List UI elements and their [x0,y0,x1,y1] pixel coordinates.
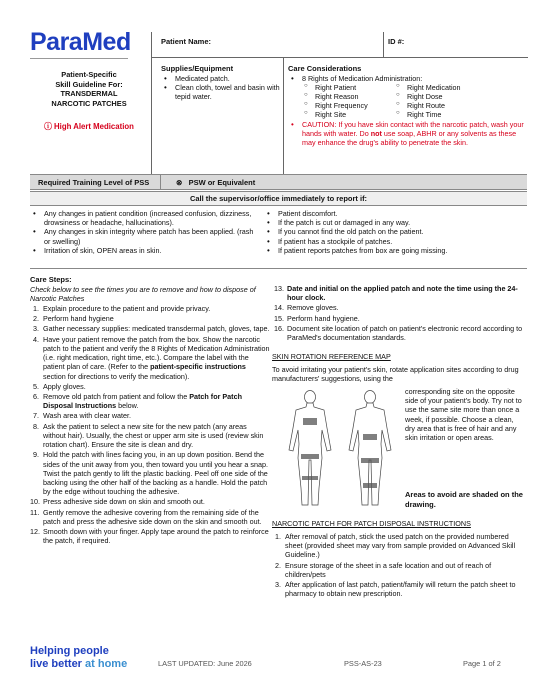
tagline-line-2 [30,658,127,671]
step-6-bold: Patch for Patch Disposal Instructions [43,392,242,411]
step-text: Ask the patient to select a new site for the new patch (any areas without hair). Usually, the chest or upper arm site is used (review skin rotation chart). Ensure the site is clean and dry. [43,421,264,450]
right-item: ○ Right Reason [302,92,394,101]
report-item: • Any changes in skin integrity where patch has been applied. (rash or swelling) [30,227,260,245]
step-item: 4. Have your patient remove the patch from the box. Show the narcotic patch to the patient and verify the 8 Rights of Medication Administration (i.e. right medication, right time, etc.). Compare the label with the patient plan of care. (Refer to the patient-specific instructions section for directions to verify the medication). [33,334,270,381]
care-steps-right [274,284,527,343]
step-item: 1. Explain procedure to the patient and provide privacy. [30,304,270,313]
caution-text-b: use soap, ABHR or any solvents as these may enhance the drug's ability to penetrate the skin. [302,128,517,148]
paramed-logo [30,30,131,55]
rights-columns [302,83,524,120]
step-item: 12. Smooth down with your finger. Apply tape around the patch to reinforce the patch, if required. [30,527,269,546]
report-list-right [264,209,526,255]
rights-col-1 [302,83,394,120]
step-text: Perform hand hygiene. [287,313,360,323]
caution-not: not [370,128,382,138]
step-text: Press adhesive side down on skin and smooth out. [43,497,205,507]
circled-x-icon: ⊗ [176,178,183,187]
training-label: Required Training Level of PSS [38,178,150,187]
care-steps-list-continued [274,284,527,342]
body-front-figure [289,391,331,506]
step-item: 5. Apply gloves. [30,382,270,391]
step-item: 8. Ask the patient to select a new site for the new patch (any areas without hair). Usually, the chest or upper arm site is used (review skin rotation chart). Ensure the site is clean and dry. [30,422,270,450]
right-item: ○ Right Frequency [302,101,394,110]
step-item: 16. Document site location of patch on patient's electronic record according to ParaMed's documentation standards. [274,324,527,342]
care-considerations-title: Care Considerations [288,64,362,73]
report-item: • If patient reports patches from box are going missing. [264,246,526,255]
care-steps-left [30,275,270,547]
patient-name-label: Patient Name: [161,37,212,46]
step-text [43,392,270,410]
skin-rotation-guidance: corresponding site on the opposite side of your patient's body. Try not to use the same site more than once a week, if possible. Choose a clean, dry area that is free of hair and any skin irritation or open areas. [405,387,522,443]
care-considerations-list [288,74,524,148]
tagline-part-b: at home [85,657,128,670]
right-item: ○ Right Route [394,101,461,110]
disposal-text: After application of last patch, patient/family will return the patch sheet to pharmacy to obtain new prescription. [285,580,516,599]
care-steps-list [30,304,270,545]
step-item: 15. Perform hand hygiene. [274,314,527,323]
rights-intro-text: 8 Rights of Medication Administration: [302,73,423,83]
training-band [30,174,527,190]
footer-tagline [30,645,127,670]
title-line-4: NARCOTIC PATCHES [51,98,127,108]
skin-rotation-avoid-note: Areas to avoid are shaded on the drawing. [405,490,523,509]
alert-info-icon: ⓘ [44,122,52,131]
step-item: 2. Perform hand hygiene [30,314,270,323]
logo-text-med: Med [82,28,131,56]
disposal-item: 2. Ensure storage of the sheet in a safe location and out of reach of children/pets [272,561,524,579]
high-alert-label [30,122,148,132]
training-divider [160,175,161,189]
training-value-text: PSW or Equivalent [188,178,256,187]
disposal-title: NARCOTIC PATCH FOR PATCH DISPOSAL INSTRUCTIONS [272,519,471,528]
right-item: ○ Right Site [302,110,394,119]
right-item: ○ Right Dose [394,92,461,101]
report-item: • Patient discomfort. [264,209,526,218]
right-item: ○ Right Medication [394,83,461,92]
caution-note [288,120,524,148]
last-updated: LAST UPDATED: June 2026 [158,659,252,668]
right-item: ○ Right Time [394,110,461,119]
step-text: Perform hand hygiene [43,314,114,324]
step-text: Wash area with clear water. [43,411,132,421]
step-text: Document site location of patch on patient's electronic record according to ParaMed's documentation standards. [287,323,523,343]
step-text: Remove gloves. [287,303,339,313]
tagline-line-1: Helping people [30,645,109,657]
step-text: Gently remove the adhesive covering from the remaining side of the patch and press the adhesive side down on the skin and smooth out. [43,507,262,526]
step-4-part-a: Have your patient remove the patch from the box. Show the narcotic patch to the patient and verify the 8 Rights of Medication Administration (i.e. right medication, right time, etc.). Compare the label with the patient plan of care. (Refer to the [43,334,270,372]
skin-rotation-title: SKIN ROTATION REFERENCE MAP [272,352,391,361]
report-item: • If patient has a stockpile of patches. [264,237,526,246]
document-code: PSS-AS-23 [344,659,382,668]
care-steps-intro: Check below to see the times you are to remove and how to dispose of Narcotic Patches [30,284,256,303]
step-6-part-c: below. [116,401,139,411]
step-item: 11. Gently remove the adhesive covering from the remaining side of the patch and press the adhesive side down on the skin and smooth out. [30,508,270,526]
step-item: 13. Date and initial on the applied patch and note the time using the 24-hour clock. [274,284,527,302]
disposal-text: After removal of patch, stick the used patch on the provided numbered sheet (provided sheet may vary from sample provided on Advanced Skill Guideline.) [285,532,516,560]
disposal-text: Ensure storage of the sheet in a safe location and out of reach of children/pets [285,560,492,579]
disposal-item: 3. After application of last patch, patient/family will return the patch sheet to pharmacy to obtain new prescription. [272,580,524,598]
title-line-3: TRANSDERMAL [60,89,118,99]
step-text: Explain procedure to the patient and provide privacy. [43,304,211,314]
title-line-2: Skill Guideline For: [55,79,123,89]
header-table [151,32,527,174]
tagline-part-a: live better [30,657,86,670]
guideline-title-block [30,70,148,109]
step-item: 6. Remove old patch from patient and follow the Patch for Patch Disposal Instructions below. [30,392,270,410]
rights-col-2 [394,83,461,120]
skin-rotation-intro: To avoid irritating your patient's skin, rotate application sites according to drug manufacturers' suggestions, using the [272,365,519,384]
report-item: • If you cannot find the old patch on the patient. [264,227,526,236]
report-list-left [30,209,260,255]
step-item: 14. Remove gloves. [274,303,527,312]
title-line-1: Patient-Specific [61,70,117,79]
supplies-list [161,74,281,102]
report-item: • Irritation of skin, OPEN areas in skin. [30,246,260,255]
training-value [176,178,255,188]
rights-intro [288,74,524,120]
step-item: 10. Press adhesive side down on skin and smooth out. [30,497,270,506]
logo-text-para: Para [30,28,83,56]
step-item: 7. Wash area with clear water. [30,411,270,420]
supplies-section [161,64,281,101]
step-text: Hold the patch with lines facing you, in an up down position. Bend the sides of the unit away from you, then toward you until you hear a snap. Twist the patch gently to lift the plastic backing. Peel off one side of the backing using the other half of the backing as a handle. Hold the patch by the edge without touching the adhesive. [43,450,268,497]
page-number: Page 1 of 2 [463,659,501,668]
body-rotation-map [280,388,404,512]
step-item: 9. Hold the patch with lines facing you, in an up down position. Bend the sides of the unit away from you, then toward you until you hear a snap. Twist the patch gently to lift the plastic backing. Peel off one side of the backing using the other half of the backing as a handle. Hold the patch by the edge without touching the adhesive. [30,450,270,496]
supplies-divider [283,58,284,174]
step-6-part-a: Remove old patch from patient and follow the [43,392,190,401]
care-steps-title: Care Steps: [30,275,72,284]
report-header: Call the supervisor/office immediately to report if: [189,194,368,203]
step-item: 3. Gather necessary supplies: medicated transdermal patch, gloves, tape. [33,324,270,334]
step-text: Smooth down with your finger. Apply tape around the patch to reinforce the patch, if required. [43,527,269,546]
step-4-bold: patient-specific instructions [150,362,246,372]
supply-item: • Medicated patch. [161,74,281,83]
report-header-band [30,191,527,206]
report-divider [30,268,527,269]
step-4-part-c: section for directions to verify the medication). [43,371,190,381]
step-text [43,335,270,381]
logo-divider [30,58,128,59]
care-considerations-section [288,64,524,147]
step-text: Gather necessary supplies: medicated transdermal patch, gloves, tape. [43,324,270,334]
patient-row-divider [383,32,384,58]
supply-item: • Clean cloth, towel and basin with tepid water. [161,83,281,101]
report-item: • If the patch is cut or damaged in any way. [264,218,526,227]
supplies-title: Supplies/Equipment [161,64,234,73]
caution-text-a: CAUTION: If you have skin contact with the narcotic patch, wash your hands with water. Do [302,119,524,138]
disposal-list [272,532,524,600]
high-alert-text: High Alert Medication [54,122,134,131]
right-item: ○ Right Patient [302,83,394,92]
step-text: Date and initial on the applied patch and note the time using the 24-hour clock. [287,284,518,303]
id-label: ID #: [388,37,405,46]
report-item: • Any changes in patient condition (increased confusion, dizziness, drowsiness or headache, hallucinations). [30,209,260,227]
disposal-item: 1. After removal of patch, stick the used patch on the provided numbered sheet (provided sheet may vary from sample provided on Advanced Skill Guideline.) [272,532,524,560]
step-text: Apply gloves. [43,381,86,391]
